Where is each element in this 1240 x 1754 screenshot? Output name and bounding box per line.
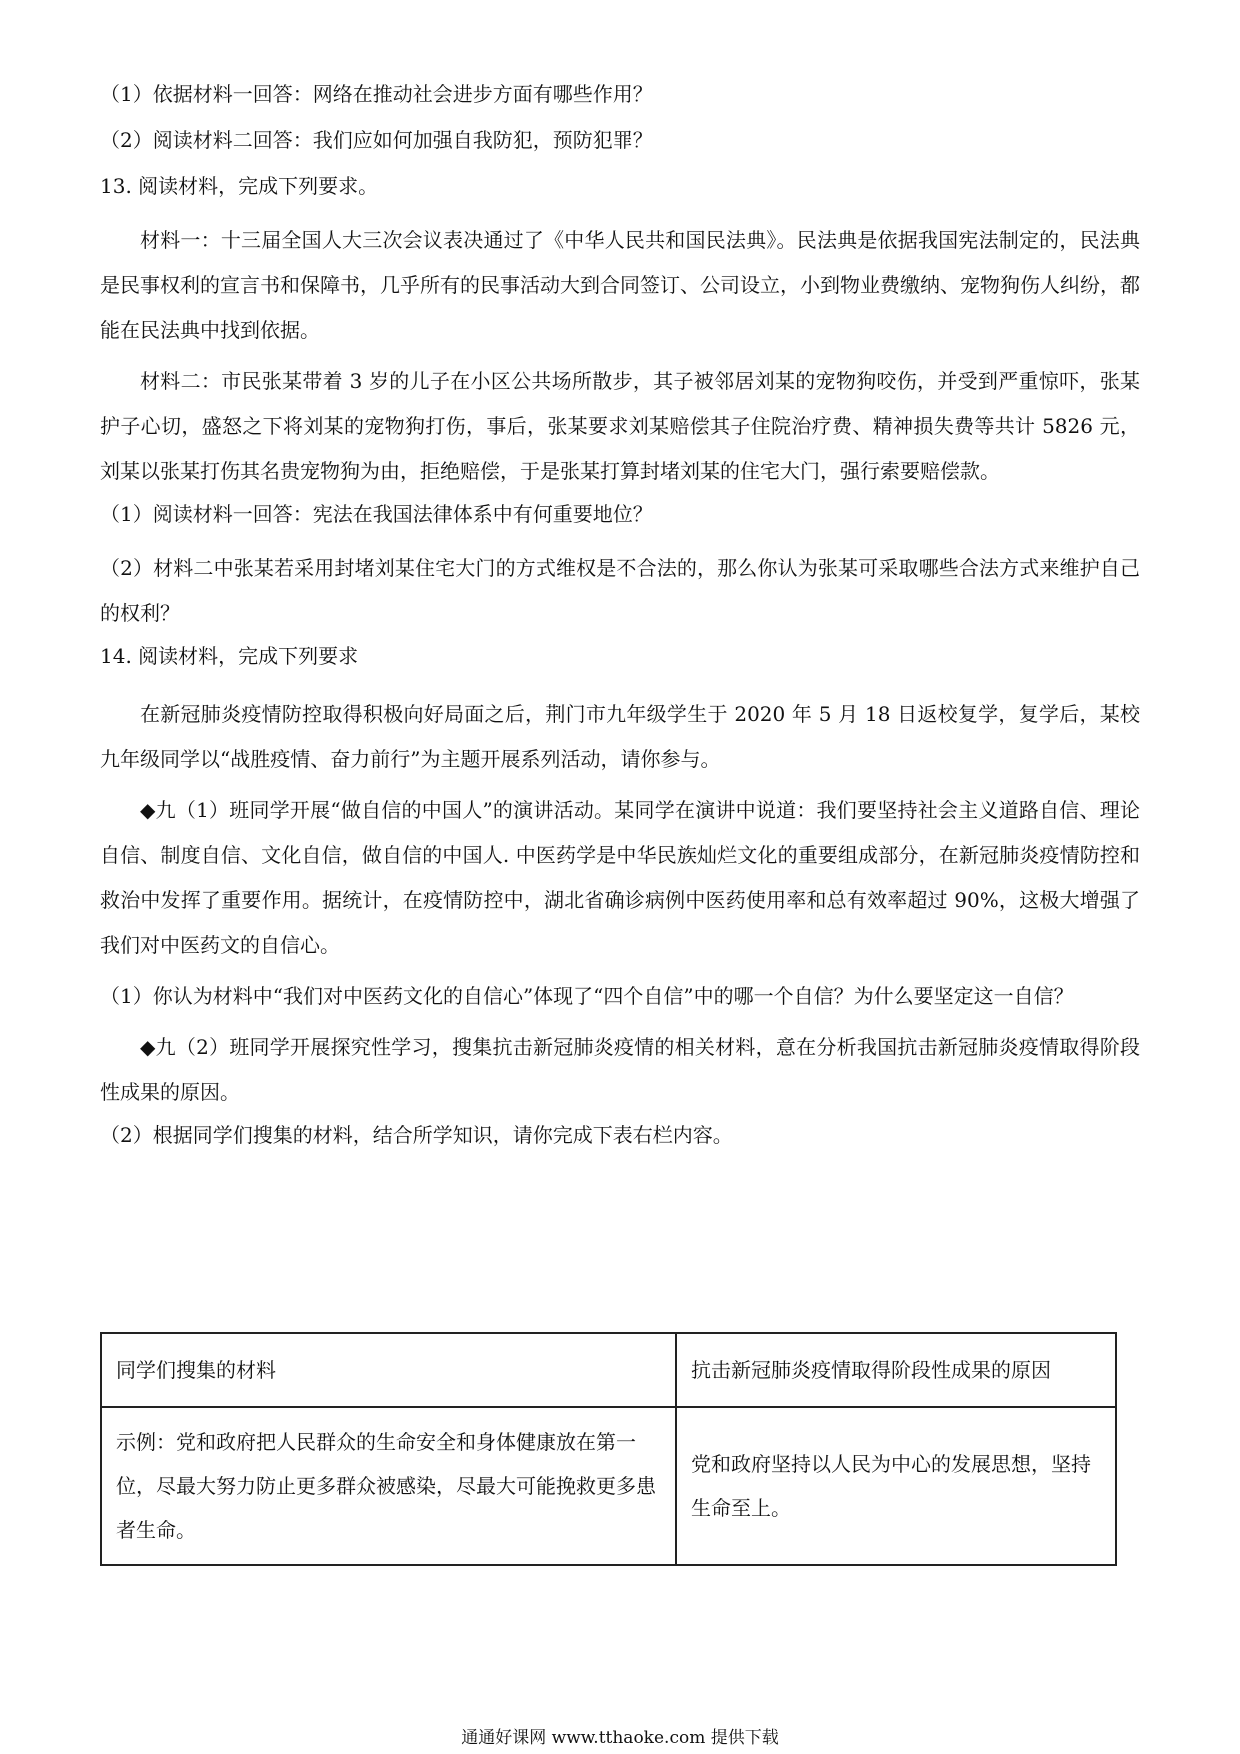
q14-sub-1: （1）你认为材料中“我们对中医药文化的自信心”体现了“四个自信”中的哪一个自信？为什么要坚定这一自信？: [100, 984, 1074, 1008]
q12-sub-2: （2）阅读材料二回答：我们应如何加强自我防犯，预防犯罪？: [100, 128, 653, 152]
answer-table: [100, 1332, 1117, 1566]
q13-material-2: 材料二：市民张某带着 3 岁的儿子在小区公共场所散步，其子被邻居刘某的宠物狗咬伤，并受到严重惊吓，张某护子心切，盛怒之下将刘某的宠物狗打伤，事后，张某要求刘某赔偿其子住院治疗费、精神损失费等共计 5826 元，刘某以张某打伤其名贵宠物狗为由，拒绝赔偿，于是张某打算封堵刘某的住宅大门，强行索要赔偿款。: [100, 369, 1140, 483]
table-header-left: 同学们搜集的材料: [101, 1333, 676, 1407]
page-footer: 通通好课网 www.tthaoke.com 提供下载: [461, 1728, 779, 1748]
q13-sub-2: （2）材料二中张某若采用封堵刘某住宅大门的方式维权是不合法的，那么你认为张某可采取哪些合法方式来维护自己的权利？: [100, 556, 1140, 625]
table-cell-answer: 党和政府坚持以人民为中心的发展思想，坚持生命至上。: [676, 1407, 1116, 1565]
q14-sub-2: （2）根据同学们搜集的材料，结合所学知识，请你完成下表右栏内容。: [100, 1123, 733, 1147]
q14-activity-1: ◆九（1）班同学开展“做自信的中国人”的演讲活动。某同学在演讲中说道：我们要坚持社会主义道路自信、理论自信、制度自信、文化自信，做自信的中国人. 中医药学是中华民族灿烂文化的重要组成部分，在新冠肺炎疫情防控和救治中发挥了重要作用。据统计，在疫情防控中，湖北省确诊病例中医药使用率和总有效率超过 90%，这极大增强了我们对中医药文的自信心。: [100, 798, 1140, 957]
q13-material-1: 材料一：十三届全国人大三次会议表决通过了《中华人民共和国民法典》。民法典是依据我国宪法制定的，民法典是民事权利的宣言书和保障书，几乎所有的民事活动大到合同签订、公司设立，小到物业费缴纳、宠物狗伤人纠纷，都能在民法典中找到依据。: [100, 228, 1140, 342]
q14-title: 14. 阅读材料，完成下列要求: [100, 644, 359, 668]
table-header-right: 抗击新冠肺炎疫情取得阶段性成果的原因: [676, 1333, 1116, 1407]
table-header-row: [101, 1333, 1116, 1407]
document-body: [100, 80, 1140, 1167]
q13-sub-1: （1）阅读材料一回答：宪法在我国法律体系中有何重要地位？: [100, 502, 653, 526]
q14-intro: 在新冠肺炎疫情防控取得积极向好局面之后，荆门市九年级学生于 2020 年 5 月 18 日返校复学，复学后，某校九年级同学以“战胜疫情、奋力前行”为主题开展系列活动，请你参与。: [100, 702, 1140, 771]
q12-sub-1: （1）依据材料一回答：网络在推动社会进步方面有哪些作用？: [100, 82, 653, 106]
table-cell-example: 示例：党和政府把人民群众的生命安全和身体健康放在第一位，尽最大努力防止更多群众被感染，尽最大可能挽救更多患者生命。: [101, 1407, 676, 1565]
q13-title: 13. 阅读材料，完成下列要求。: [100, 174, 379, 198]
table-row: [101, 1407, 1116, 1565]
q14-activity-2: ◆九（2）班同学开展探究性学习，搜集抗击新冠肺炎疫情的相关材料，意在分析我国抗击新冠肺炎疫情取得阶段性成果的原因。: [100, 1035, 1140, 1104]
